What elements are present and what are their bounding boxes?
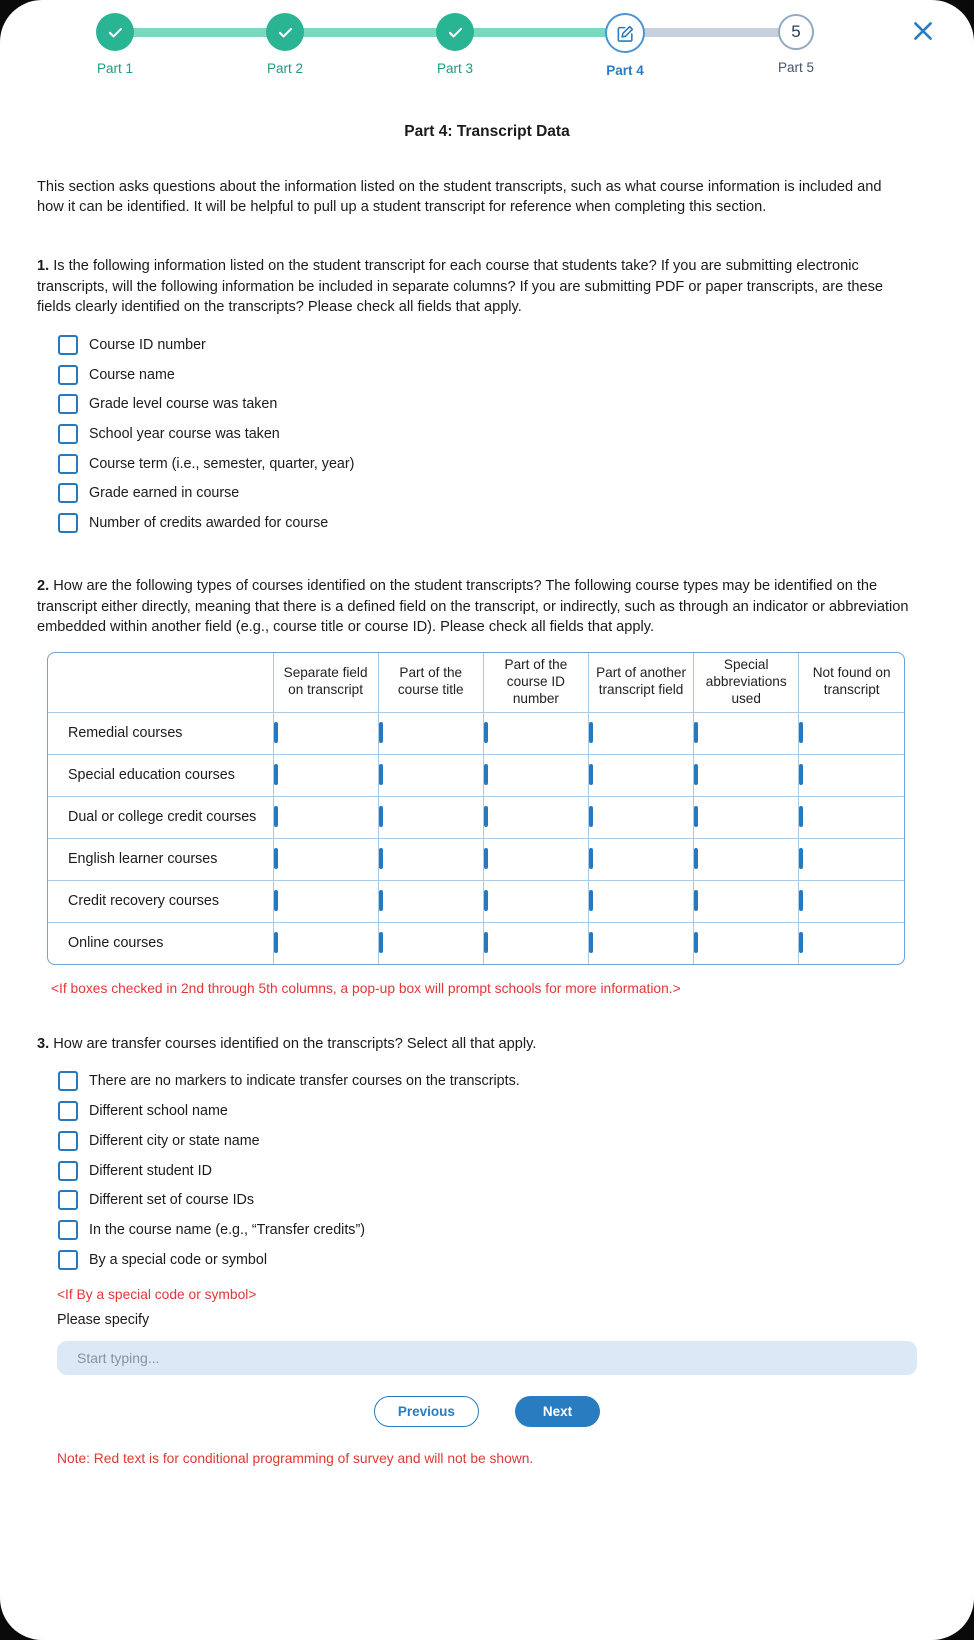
step-complete-circle [266, 13, 304, 51]
table-row [48, 754, 904, 796]
option-label: There are no markers to indicate transfer courses on the transcripts. [89, 1073, 520, 1090]
checkbox-icon[interactable] [274, 722, 278, 743]
grid-cell [273, 838, 378, 880]
grid-cell [799, 754, 904, 796]
grid-cell [483, 712, 588, 754]
checkbox-icon[interactable] [379, 806, 383, 827]
close-icon [910, 18, 936, 44]
question-3 [37, 1034, 912, 1055]
step-label: Part 3 [436, 61, 474, 76]
grid-cell [483, 922, 588, 964]
checkbox-icon[interactable] [799, 764, 803, 785]
q1-option[interactable] [58, 330, 974, 360]
checkbox-icon[interactable] [799, 722, 803, 743]
checkbox-icon[interactable] [58, 1220, 78, 1240]
checkbox-icon[interactable] [694, 764, 698, 785]
checkbox-icon[interactable] [274, 890, 278, 911]
option-label: Grade earned in course [89, 485, 240, 502]
grid-cell [799, 712, 904, 754]
stepper-step-part2[interactable] [215, 13, 355, 76]
checkbox-icon[interactable] [58, 1131, 78, 1151]
grid-cell [483, 838, 588, 880]
option-label: Number of credits awarded for course [89, 514, 329, 531]
checkbox-icon[interactable] [484, 890, 488, 911]
grid-cell [588, 838, 693, 880]
grid-cell [694, 712, 799, 754]
grid-cell [483, 754, 588, 796]
grid-cell [694, 838, 799, 880]
step-complete-circle [96, 13, 134, 51]
step-upcoming-circle [778, 14, 814, 50]
specify-label: Please specify [57, 1312, 150, 1329]
progress-track-completed [115, 28, 626, 37]
q3-conditional-note: <If By a special code or symbol> [57, 1287, 257, 1303]
step-label: Part 5 [777, 60, 815, 75]
checkbox-icon[interactable] [379, 890, 383, 911]
checkbox-icon[interactable] [484, 848, 488, 869]
stepper-step-part3[interactable] [385, 13, 525, 76]
grid-cell [273, 922, 378, 964]
footer-note: Note: Red text is for conditional programming of survey and will not be shown. [57, 1451, 534, 1467]
check-icon [106, 23, 125, 42]
table-row [48, 838, 904, 880]
checkbox-icon[interactable] [274, 764, 278, 785]
checkbox-icon[interactable] [58, 335, 78, 355]
question-2-text: How are the following types of courses identified on the student transcripts? The following course types may be identified on the transcript either directly, meaning that there is a defined field on the transcript, or indirectly, such as through an indicator or abbreviation embedded within another field (e.g., course title or course ID). Please check all fields that apply. [37, 577, 909, 636]
grid-cell [378, 922, 483, 964]
checkbox-icon[interactable] [589, 890, 593, 911]
checkbox-icon[interactable] [58, 1161, 78, 1181]
q3-option[interactable] [58, 1215, 974, 1245]
checkbox-icon[interactable] [799, 848, 803, 869]
q1-option[interactable] [58, 478, 974, 508]
checkbox-icon[interactable] [589, 764, 593, 785]
q3-option[interactable] [58, 1245, 974, 1275]
checkbox-icon[interactable] [379, 764, 383, 785]
grid-cell [378, 796, 483, 838]
checkbox-icon[interactable] [589, 932, 593, 953]
checkbox-icon[interactable] [274, 806, 278, 827]
checkbox-icon[interactable] [58, 454, 78, 474]
checkbox-icon[interactable] [58, 1101, 78, 1121]
table-column-header: Part of the course title [378, 653, 483, 712]
checkbox-icon[interactable] [58, 365, 78, 385]
grid-cell [588, 796, 693, 838]
stepper-step-part1[interactable] [45, 13, 185, 76]
grid-cell [483, 880, 588, 922]
question-1-options [58, 330, 974, 538]
grid-cell [273, 796, 378, 838]
table-column-header: Not found on transcript [799, 653, 904, 712]
progress-stepper [95, 13, 817, 93]
grid-cell [273, 754, 378, 796]
question-3-number: 3. [37, 1035, 50, 1052]
grid-cell [694, 796, 799, 838]
checkbox-icon[interactable] [58, 483, 78, 503]
step-complete-circle [436, 13, 474, 51]
checkbox-icon[interactable] [589, 806, 593, 827]
checkbox-icon[interactable] [799, 890, 803, 911]
option-label: Course term (i.e., semester, quarter, year) [89, 455, 355, 472]
grid-cell [799, 796, 904, 838]
grid-cell [694, 880, 799, 922]
checkbox-icon[interactable] [484, 764, 488, 785]
question-3-options [58, 1067, 974, 1275]
option-label: Different student ID [89, 1162, 212, 1179]
grid-cell [799, 880, 904, 922]
table-row [48, 712, 904, 754]
table-column-header: Special abbreviations used [694, 653, 799, 712]
next-button[interactable]: Next [515, 1396, 600, 1427]
grid-cell [588, 754, 693, 796]
checkbox-icon[interactable] [58, 1071, 78, 1091]
step-label: Part 4 [606, 63, 644, 78]
stepper-step-part4-active[interactable] [555, 13, 695, 78]
question-1 [37, 256, 912, 318]
q1-option[interactable] [58, 360, 974, 390]
grid-cell [588, 880, 693, 922]
option-label: Different school name [89, 1103, 228, 1120]
checkbox-icon[interactable] [274, 932, 278, 953]
check-icon [276, 23, 295, 42]
grid-cell [694, 922, 799, 964]
q3-option[interactable] [58, 1096, 974, 1126]
option-label: Different city or state name [89, 1132, 260, 1149]
q1-option[interactable] [58, 419, 974, 449]
stepper-step-part5[interactable] [726, 13, 866, 75]
step-label: Part 1 [96, 61, 134, 76]
option-label: By a special code or symbol [89, 1251, 267, 1268]
table-row [48, 796, 904, 838]
checkbox-icon[interactable] [484, 806, 488, 827]
q2-conditional-note: <If boxes checked in 2nd through 5th columns, a pop-up box will prompt schools for more information.> [51, 980, 681, 996]
intro-text: This section asks questions about the information listed on the student transcripts, such as what course information is included and how it can be identified. It will be helpful to pull up a student transcript for reference when completing this section. [37, 179, 882, 216]
q3-option[interactable] [58, 1156, 974, 1186]
grid-cell [694, 754, 799, 796]
row-label: Online courses [48, 922, 273, 964]
checkbox-icon[interactable] [379, 722, 383, 743]
q1-option[interactable] [58, 389, 974, 419]
checkbox-icon[interactable] [694, 890, 698, 911]
option-label: School year course was taken [89, 425, 280, 442]
specify-input[interactable] [57, 1341, 917, 1375]
question-2-number: 2. [37, 577, 50, 594]
option-label: Course ID number [89, 336, 206, 353]
page-title: Part 4: Transcript Data [404, 123, 570, 140]
checkbox-icon[interactable] [58, 424, 78, 444]
option-label: In the course name (e.g., “Transfer credits”) [89, 1221, 365, 1238]
table-header-empty [48, 653, 273, 712]
option-label: Course name [89, 366, 175, 383]
grid-cell [483, 796, 588, 838]
checkbox-icon[interactable] [58, 394, 78, 414]
checkbox-icon[interactable] [694, 722, 698, 743]
grid-cell [588, 922, 693, 964]
grid-cell [799, 922, 904, 964]
table-row [48, 880, 904, 922]
checkbox-icon[interactable] [694, 932, 698, 953]
checkbox-icon[interactable] [589, 722, 593, 743]
table-column-header: Separate field on transcript [273, 653, 378, 712]
option-label: Grade level course was taken [89, 396, 278, 413]
step-active-circle [605, 13, 645, 53]
option-label: Different set of course IDs [89, 1192, 255, 1209]
q1-option[interactable] [58, 449, 974, 479]
navigation-buttons [0, 1396, 974, 1427]
checkbox-icon[interactable] [58, 1190, 78, 1210]
checkbox-icon[interactable] [58, 1250, 78, 1270]
grid-cell [588, 712, 693, 754]
table-header-row [48, 653, 904, 712]
checkbox-icon[interactable] [799, 932, 803, 953]
check-icon [446, 23, 465, 42]
checkbox-icon[interactable] [694, 848, 698, 869]
table-column-header: Part of the course ID number [483, 653, 588, 712]
checkbox-icon[interactable] [589, 848, 593, 869]
step-label: Part 2 [266, 61, 304, 76]
grid-cell [378, 838, 483, 880]
row-label: Remedial courses [48, 712, 273, 754]
grid-cell [378, 712, 483, 754]
checkbox-icon[interactable] [484, 722, 488, 743]
step-number: 5 [791, 22, 801, 41]
row-label: Dual or college credit courses [48, 796, 273, 838]
checkbox-icon[interactable] [379, 848, 383, 869]
question-1-text: Is the following information listed on the student transcript for each course that students take? If you are submitting electronic transcripts, will the following information be included in separate columns? If you are submitting PDF or paper transcripts, are these fields clearly identified on the transcripts? Please check all fields that apply. [37, 257, 884, 316]
question-1-number: 1. [37, 257, 50, 274]
checkbox-icon[interactable] [694, 806, 698, 827]
checkbox-icon[interactable] [379, 932, 383, 953]
close-button[interactable] [910, 18, 936, 44]
edit-pencil-icon [616, 24, 635, 43]
q3-option[interactable] [58, 1126, 974, 1156]
course-types-table [47, 652, 905, 965]
table-row [48, 922, 904, 964]
question-3-text: How are transfer courses identified on the transcripts? Select all that apply. [49, 1035, 537, 1052]
grid-cell [273, 880, 378, 922]
checkbox-icon[interactable] [274, 848, 278, 869]
checkbox-icon[interactable] [58, 513, 78, 533]
row-label: Credit recovery courses [48, 880, 273, 922]
q3-option[interactable] [58, 1185, 974, 1215]
q1-option[interactable] [58, 508, 974, 538]
question-2 [37, 576, 912, 638]
grid-cell [378, 880, 483, 922]
grid-cell [378, 754, 483, 796]
previous-button[interactable]: Previous [374, 1396, 479, 1427]
checkbox-icon[interactable] [799, 806, 803, 827]
table-column-header: Part of another transcript field [588, 653, 693, 712]
row-label: Special education courses [48, 754, 273, 796]
q3-option[interactable] [58, 1067, 974, 1097]
checkbox-icon[interactable] [484, 932, 488, 953]
grid-cell [273, 712, 378, 754]
row-label: English learner courses [48, 838, 273, 880]
grid-cell [799, 838, 904, 880]
